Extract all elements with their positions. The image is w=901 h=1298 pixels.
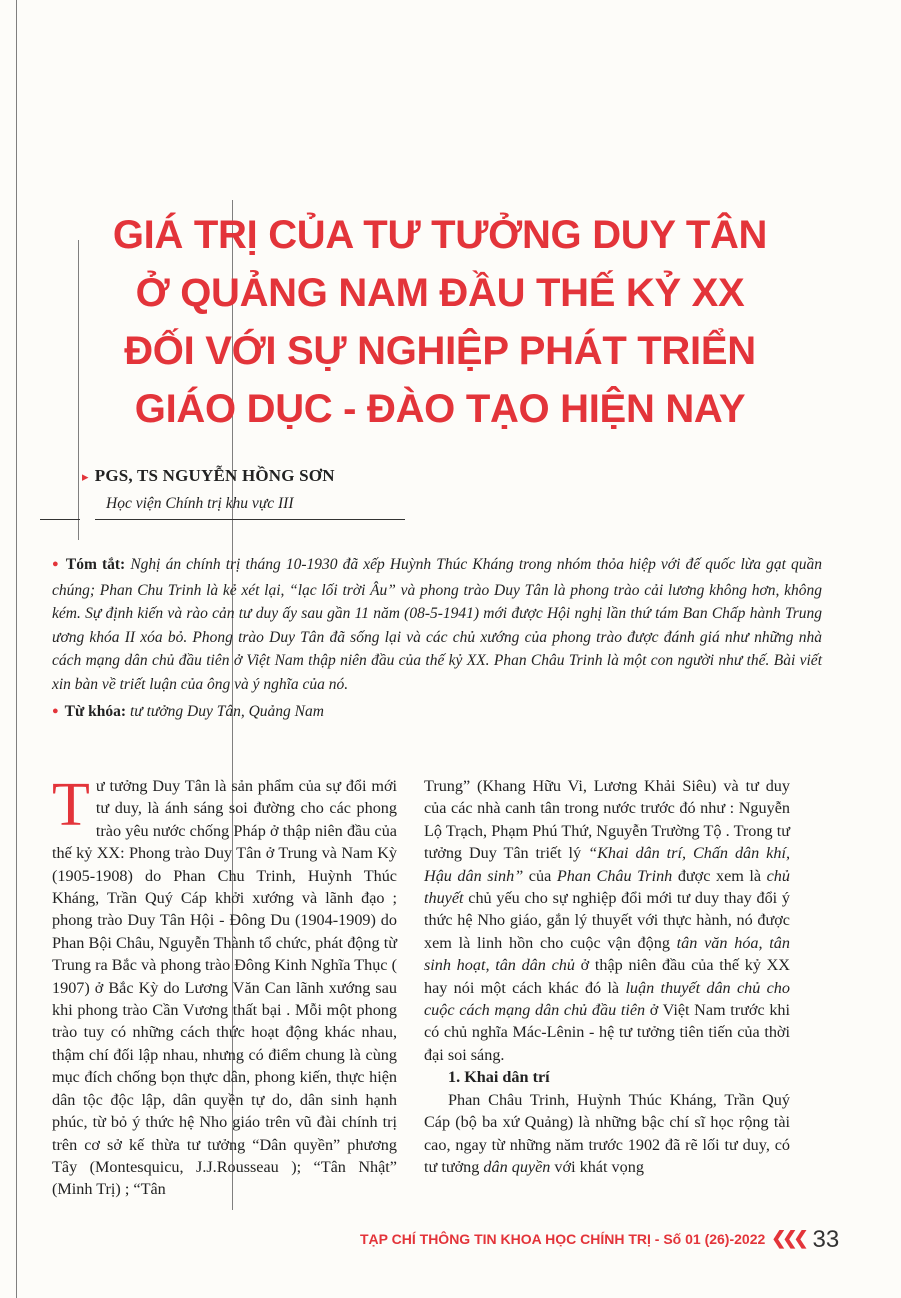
abstract-text: Nghị án chính trị tháng 10-1930 đã xếp Huỳnh Thúc Kháng trong nhóm thỏa hiệp với đế quốc lừa gạt quần chúng; Phan Chu Trinh là kẻ xét lại, “lạc lối trời Âu” và phong trào Duy Tân là phong trào cải lương không hơn, không kém. Sự định kiến và rào cản tư duy ấy sau gần 11 năm (08-5-1941) mới được Hội nghị lần thứ tám Ban Chấp hành Trung ương khóa II xóa bỏ. Phong trào Duy Tân đã sống lại và các chủ xướng của phong trào được đánh giá như những nhà cách mạng dân chủ đầu tiên ở Việt Nam thập niên đầu của thế kỷ XX. Phan Châu Trinh là một con người như thế. Bài viết xin bàn về triết luận của ông và ý nghĩa của nó. xyxy=(52,556,822,693)
divider xyxy=(95,519,405,520)
section-heading: 1. Khai dân trí xyxy=(448,1068,550,1087)
bullet-icon: ● xyxy=(52,705,59,717)
italic-run: Phan Châu Trinh xyxy=(556,866,673,885)
title-line: ĐỐI VỚI SỰ NGHIỆP PHÁT TRIỂN xyxy=(124,329,756,373)
author-marker-icon: ▸ xyxy=(82,469,89,484)
chevrons-icon: ❮❮❮ xyxy=(771,1228,805,1248)
text-run: của xyxy=(523,866,557,885)
divider xyxy=(40,519,80,520)
intro-paragraph xyxy=(52,771,397,1201)
text-run: Trung” (Khang Hữu Vi, Lương Khải Siêu) và tư duy của các nhà canh tân trong nước trước đó như : Nguyễn Lộ Trạch, Phạm Phú Thứ, Nguyễn Trường Tộ . Trong tư tưởng Duy Tân triết lý xyxy=(424,777,790,863)
text-run: chủ yếu cho sự nghiệp đổi mới tư duy thay đổi ý thức hệ Nho giáo, gắn lý thuyết với thực hành, nó được xem là linh hồn cho cuộc vận động xyxy=(424,889,790,952)
italic-run: luận thuyết dân chủ cho cuộc cách mạng dân chủ đầu tiên xyxy=(424,978,790,1020)
abstract-block xyxy=(52,553,822,726)
keywords-text: tư tưởng Duy Tân, Quảng Nam xyxy=(129,703,324,720)
title-line: GIÁ TRỊ CỦA TƯ TƯỞNG DUY TÂN xyxy=(112,213,768,257)
intro-text: ư tưởng Duy Tân là sản phẩm của sự đổi mới tư duy, là ánh sáng soi đường cho các phong trào yêu nước chống Pháp ở thập niên đầu của thế kỷ XX: Phong trào Duy Tân ở Trung và Nam Kỳ (1905-1908) do Phan Chu Trinh, Huỳnh Thúc Kháng, Trần Quý Cáp khởi xướng và lãnh đạo ; phong trào Duy Tân Hội - Đông Du (1904-1909) do Phan Bội Châu, Nguyễn Thành tổ chức, phát động từ Trung ra Bắc và phong trào Đông Kinh Nghĩa Thục ( 1907) ở Bắc Kỳ do Lương Văn Can lãnh xướng sau khi phong trào Cần Vương thất bại . Mỗi một phong trào tuy có những cách thức hoạt động khác nhau, thậm chí đối lập nhau, nhưng có điểm chung là cùng mục đích chống bọn thực dân, phong kiến, thực hiện dân tộc độc lập, dân quyền tự do, dân sinh hạnh phúc, từ bỏ ý thức hệ Nho giáo trên vũ đài chính trị trên cơ sở kế thừa tư tưởng “Dân quyền” phương Tây (Montesquicu, J.J.Rousseau ); “Tân Nhật” (Minh Trị) ; “Tân xyxy=(52,777,397,1199)
text-run: Phan Châu Trinh, Huỳnh Thúc Kháng, Trần Quý Cáp (bộ ba xứ Quảng) là những bậc chí sĩ học rộng tài cao, ngay từ những năm trước 1902 đã rẽ lối tư duy, có tư tưởng xyxy=(424,1090,790,1176)
affiliation: Học viện Chính trị khu vực III xyxy=(106,495,294,512)
paragraph xyxy=(424,775,790,1066)
italic-run: tân văn hóa, tân sinh hoạt, tân dân chủ xyxy=(424,933,790,975)
keywords-label: Từ khóa: xyxy=(64,703,127,720)
scan-line xyxy=(16,0,17,1298)
right-column xyxy=(424,775,790,1178)
journal-name: TẠP CHÍ THÔNG TIN KHOA HỌC CHÍNH TRỊ - Số 01 (26)-2022 xyxy=(360,1231,766,1247)
abstract xyxy=(52,553,822,696)
text-run: ở Việt Nam trước khi có chủ nghĩa Mác-Lênin - hệ tư tưởng tiên tiến của thời đại soi sáng. xyxy=(424,1001,790,1064)
text-run: được xem là xyxy=(672,866,767,885)
article-title xyxy=(60,206,820,438)
keywords xyxy=(52,700,822,726)
italic-run: “Khai dân trí, Chấn dân khí, Hậu dân sinh” xyxy=(424,844,790,885)
italic-run: dân quyền xyxy=(483,1157,551,1176)
text-run: với khát vọng xyxy=(550,1157,644,1176)
paragraph xyxy=(424,1089,790,1179)
author xyxy=(82,466,335,486)
italic-run: chủ thuyết xyxy=(424,866,790,908)
title-line: GIÁO DỤC - ĐÀO TẠO HIỆN NAY xyxy=(134,387,746,431)
text-run: ở thập niên đầu của thế kỷ XX hay nói một cách khác đó là xyxy=(424,956,790,997)
abstract-label: Tóm tắt: xyxy=(65,556,126,573)
page-number: 33 xyxy=(812,1226,840,1253)
author-name: PGS, TS NGUYỄN HỒNG SƠN xyxy=(94,466,335,485)
title-line: Ở QUẢNG NAM ĐẦU THẾ KỶ XX xyxy=(135,271,745,315)
bullet-icon: ● xyxy=(52,558,60,570)
left-column xyxy=(52,771,397,1201)
page-footer xyxy=(360,1226,839,1254)
drop-cap: T xyxy=(52,771,90,839)
